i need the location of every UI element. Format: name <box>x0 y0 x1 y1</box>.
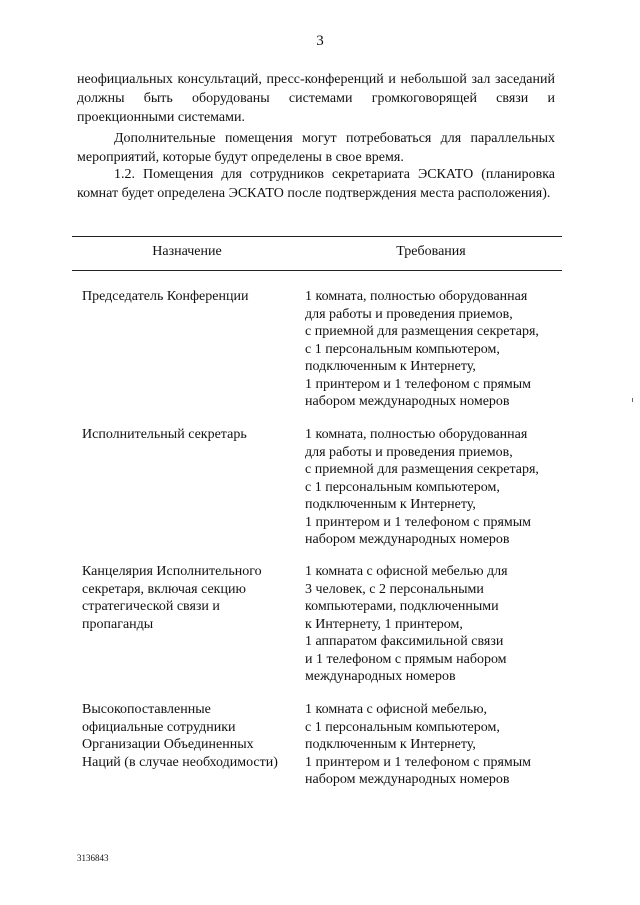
row-3-req-line: к Интернету, 1 принтером, <box>305 616 463 632</box>
row-1-req-line: с 1 персональным компьютером, <box>305 341 500 357</box>
intro-paragraph-2: Дополнительные помещения могут потребоваться для параллельных мероприятий, которые будут определены в свое время. <box>77 131 555 165</box>
table-header-purpose: Назначение <box>152 244 222 259</box>
row-3-req-line: 1 аппаратом факсимильной связи <box>305 634 504 649</box>
table-row-4-name <box>82 701 297 771</box>
table-row-4-requirements <box>305 701 567 789</box>
row-1-req-line: 1 комната, полностью оборудованная <box>305 289 528 304</box>
row-2-req-line: 1 принтером и 1 телефоном с прямым <box>305 514 532 530</box>
row-2-req-line: для работы и проведения приемов, <box>305 444 513 460</box>
row-1-name-line: Председатель Конференции <box>82 289 249 304</box>
row-3-req-line: 1 комната с офисной мебелью для <box>305 564 508 579</box>
row-1-req-line: 1 принтером и 1 телефоном с прямым <box>305 376 532 392</box>
row-2-req-line: 1 комната, полностью оборудованная <box>305 427 528 442</box>
row-3-name-line: секретаря, включая секцию <box>82 581 246 597</box>
page-number: 3 <box>316 33 324 49</box>
row-1-req-line: с приемной для размещения секретаря, <box>305 324 539 339</box>
table-header-requirements: Требования <box>396 244 466 259</box>
document-code: 3136843 <box>77 853 109 863</box>
row-4-req-line: подключенным к Интернету, <box>305 737 476 752</box>
row-2-req-line: подключенным к Интернету, <box>305 497 476 512</box>
row-1-req-line: набором международных номеров <box>305 394 510 409</box>
row-3-name-line: Канцелярия Исполнительного <box>82 564 262 579</box>
row-4-name-line: Высокопоставленные <box>82 702 211 717</box>
row-3-req-line: и 1 телефоном с прямым набором <box>305 651 507 667</box>
table-row-1-name <box>82 288 297 306</box>
intro-paragraph-1: неофициальных консультаций, пресс-конференций и небольшой зал заседаний должны быть оборудованы системами громкоговорящей связи и проекционными системами. <box>77 72 555 125</box>
row-2-req-line: с 1 персональным компьютером, <box>305 479 500 495</box>
row-4-req-line: 1 комната с офисной мебелью, <box>305 702 488 717</box>
row-3-name-line: пропаганды <box>82 616 154 632</box>
row-4-name-line: официальные сотрудники <box>82 719 236 735</box>
row-3-req-line: международных номеров <box>305 669 456 684</box>
row-4-req-line: с 1 персональным компьютером, <box>305 719 500 735</box>
row-1-req-line: подключенным к Интернету, <box>305 359 476 374</box>
table-row-3-requirements <box>305 563 567 686</box>
table-header-rule <box>72 270 562 271</box>
scan-edge-mark <box>632 398 633 402</box>
row-2-req-line: набором международных номеров <box>305 532 510 547</box>
table-row-3-name <box>82 563 297 633</box>
row-4-req-line: набором международных номеров <box>305 772 510 787</box>
table-top-rule <box>72 236 562 237</box>
row-4-req-line: 1 принтером и 1 телефоном с прямым <box>305 754 532 770</box>
row-3-req-line: компьютерами, подключенными <box>305 599 499 614</box>
row-1-req-line: для работы и проведения приемов, <box>305 306 513 322</box>
intro-paragraph-3: 1.2. Помещения для сотрудников секретариата ЭСКАТО (планировка комнат будет определена ЭСКАТО после подтверждения места расположения). <box>77 167 555 201</box>
table-row-2-requirements <box>305 426 567 549</box>
table-row-1-requirements <box>305 288 567 411</box>
row-4-name-line: Организации Объединенных <box>82 737 254 752</box>
row-2-req-line: с приемной для размещения секретаря, <box>305 462 539 477</box>
row-3-req-line: 3 человек, с 2 персональными <box>305 581 484 597</box>
row-2-name-line: Исполнительный секретарь <box>82 427 247 442</box>
row-3-name-line: стратегической связи и <box>82 599 220 614</box>
table-row-2-name <box>82 426 297 444</box>
row-4-name-line: Наций (в случае необходимости) <box>82 754 278 770</box>
